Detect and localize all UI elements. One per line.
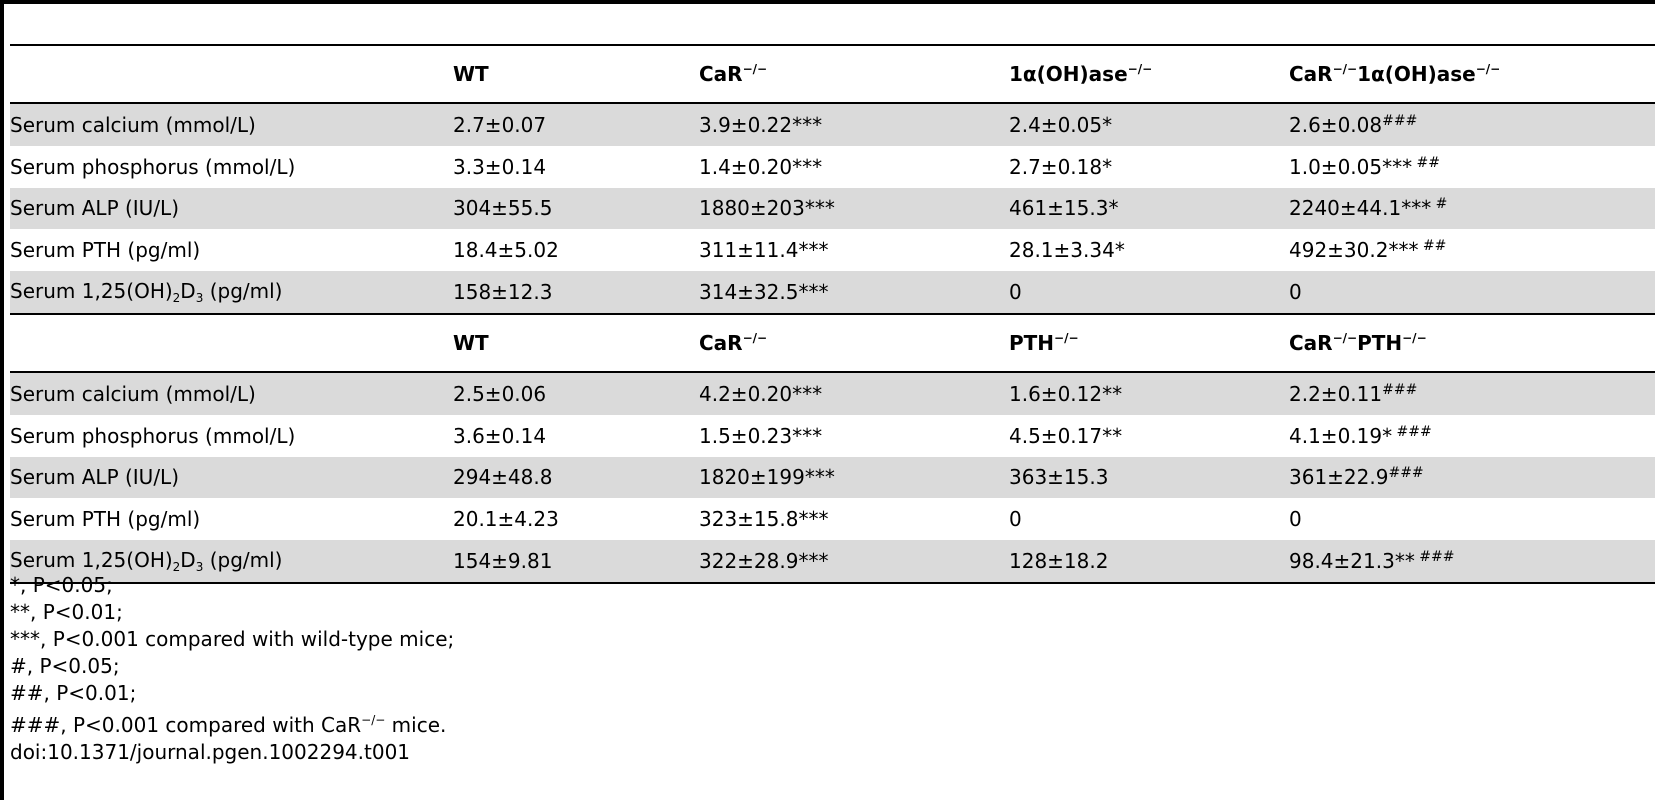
- cell-car: 1880±203***: [699, 188, 1009, 230]
- table2-header-wt: WT: [453, 314, 699, 372]
- table1-header-car: CaR−/−: [699, 45, 1009, 103]
- cell-dko: 2.2±0.11###: [1289, 372, 1655, 415]
- cell-car: 311±11.4***: [699, 238, 829, 263]
- table-row: [10, 415, 1655, 457]
- table2-header-car: CaR−/−: [699, 314, 1009, 372]
- table-row: [10, 498, 1655, 540]
- table-row: [10, 457, 1655, 499]
- row-label: Serum phosphorus (mmol/L): [10, 154, 296, 179]
- cell-ko: 363±15.3: [1009, 457, 1289, 499]
- table1-header-row: [10, 45, 1655, 103]
- cell-dko: 4.1±0.19* ###: [1289, 423, 1432, 448]
- cell-wt: 294±48.8: [453, 457, 699, 499]
- cell-car: 322±28.9***: [699, 540, 1009, 583]
- cell-wt: 304±55.5: [453, 188, 699, 230]
- row-label: Serum phosphorus (mmol/L): [10, 423, 296, 448]
- row-label: Serum $1,25(OH)_2D_3$ (pg/ml): [10, 271, 453, 314]
- cell-ko: 2.7±0.18*: [1009, 154, 1113, 179]
- cell-car: 323±15.8***: [699, 507, 829, 532]
- cell-dko: 0: [1289, 271, 1655, 314]
- serum-biochemistry-table: [10, 44, 1655, 584]
- cell-car: 4.2±0.20***: [699, 372, 1009, 415]
- cell-dko: 361±22.9###: [1289, 457, 1655, 499]
- table1-header-double-ko: CaR−/−1α(OH)ase−/−: [1289, 45, 1655, 103]
- row-label: Serum PTH (pg/ml): [10, 507, 201, 532]
- footnote: *, P<0.05;: [10, 573, 113, 597]
- cell-wt: 3.6±0.14: [453, 423, 547, 448]
- cell-ko: 128±18.2: [1009, 540, 1289, 583]
- row-label: Serum PTH (pg/ml): [10, 238, 201, 263]
- cell-ko: 2.4±0.05*: [1009, 103, 1289, 146]
- row-label: Serum calcium (mmol/L): [10, 372, 453, 415]
- cell-dko: 2.6±0.08###: [1289, 103, 1655, 146]
- row-label: Serum calcium (mmol/L): [10, 103, 453, 146]
- cell-dko: 2240±44.1*** #: [1289, 188, 1655, 230]
- table2-header-double-ko: CaR−/−PTH−/−: [1289, 314, 1655, 372]
- cell-ko: 461±15.3*: [1009, 188, 1289, 230]
- cell-dko: 98.4±21.3** ###: [1289, 540, 1655, 583]
- cell-car: 1820±199***: [699, 457, 1009, 499]
- table1-header-blank: [10, 45, 453, 103]
- cell-dko: 492±30.2*** ##: [1289, 238, 1447, 263]
- footnote: #, P<0.05;: [10, 654, 120, 678]
- cell-ko: 4.5±0.17**: [1009, 423, 1123, 448]
- table1-header-1aohase: 1α(OH)ase−/−: [1009, 45, 1289, 103]
- table-row: [10, 229, 1655, 271]
- cell-wt: 158±12.3: [453, 271, 699, 314]
- table-row: [10, 103, 1655, 146]
- cell-ko: 0: [1009, 271, 1289, 314]
- cell-wt: 20.1±4.23: [453, 507, 559, 532]
- footnote: ###, P<0.001 compared with CaR−/− mice.: [10, 713, 447, 737]
- cell-wt: 2.5±0.06: [453, 372, 699, 415]
- top-rule: [0, 0, 1655, 4]
- table-row: [10, 146, 1655, 188]
- table-row: [10, 372, 1655, 415]
- row-label: Serum ALP (IU/L): [10, 188, 453, 230]
- table2-header-row: [10, 314, 1655, 372]
- cell-wt: 3.3±0.14: [453, 154, 547, 179]
- cell-car: 314±32.5***: [699, 271, 1009, 314]
- cell-car: 1.5±0.23***: [699, 423, 823, 448]
- cell-ko: 1.6±0.12**: [1009, 372, 1289, 415]
- cell-wt: 18.4±5.02: [453, 238, 559, 263]
- cell-car: 3.9±0.22***: [699, 103, 1009, 146]
- cell-car: 1.4±0.20***: [699, 154, 823, 179]
- cell-ko: 0: [1009, 507, 1022, 532]
- table2-header-pth: PTH−/−: [1009, 314, 1289, 372]
- table-footnotes: [10, 572, 454, 766]
- cell-ko: 28.1±3.34*: [1009, 238, 1125, 263]
- table-row: [10, 271, 1655, 314]
- row-label: Serum $1,25(OH)_2D_3$ (pg/ml): [10, 540, 453, 583]
- cell-wt: 154±9.81: [453, 540, 699, 583]
- table2-header-blank: [10, 314, 453, 372]
- table1-header-wt: WT: [453, 45, 699, 103]
- row-label: Serum ALP (IU/L): [10, 457, 453, 499]
- cell-dko: 1.0±0.05*** ##: [1289, 154, 1441, 179]
- cell-wt: 2.7±0.07: [453, 103, 699, 146]
- table-row: [10, 188, 1655, 230]
- footnote: ***, P<0.001 compared with wild-type mice;: [10, 627, 455, 651]
- footnote: ##, P<0.01;: [10, 681, 137, 705]
- cell-dko: 0: [1289, 507, 1302, 532]
- doi-link[interactable]: doi:10.1371/journal.pgen.1002294.t001: [10, 740, 411, 764]
- footnote: **, P<0.01;: [10, 600, 123, 624]
